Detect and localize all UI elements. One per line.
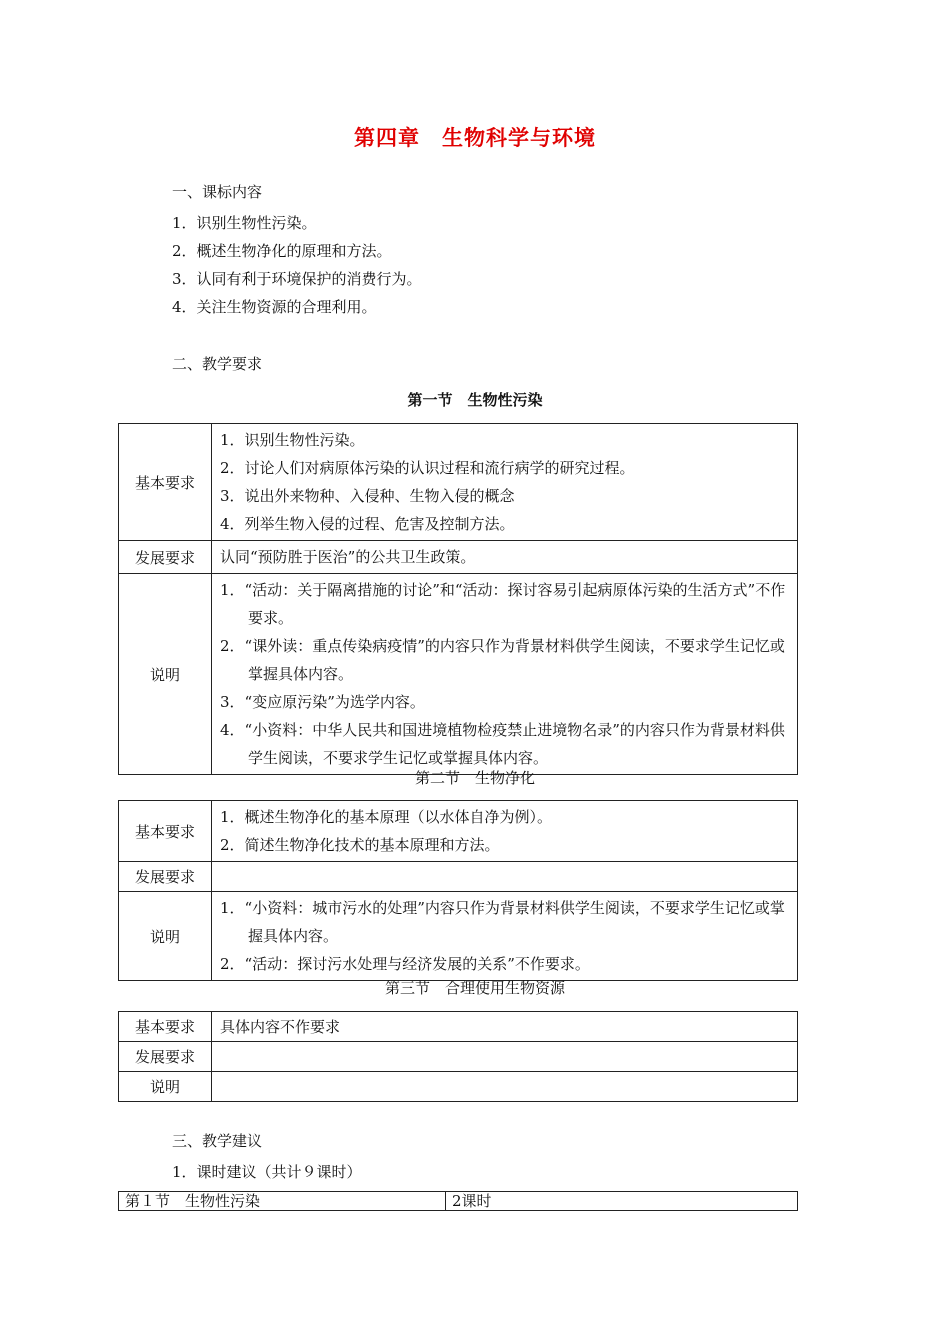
- row-label-notes: 说明: [119, 574, 212, 775]
- list-item: 3．说出外来物种、入侵种、生物入侵的概念: [220, 487, 515, 505]
- row-content-basic: [212, 424, 798, 541]
- section-heading-suggestions: 三、教学建议: [172, 1132, 263, 1150]
- list-item: 1．“小资料：城市污水的处理”内容只作为背景材料供学生阅读，不要求学生记忆或掌握具体内容。: [220, 899, 785, 945]
- table-title-section-2: 第二节 生物净化: [414, 769, 535, 787]
- hours-section-cell: 第１节 生物性污染: [119, 1192, 446, 1211]
- row-content-development: [212, 1042, 798, 1072]
- list-item: 认同“预防胜于医治”的公共卫生政策。: [220, 548, 476, 566]
- page-title: 第四章 生物科学与环境: [354, 125, 596, 150]
- row-label-notes: 说明: [119, 892, 212, 981]
- row-label-basic: 基本要求: [119, 1012, 212, 1042]
- hours-table: [118, 1191, 798, 1211]
- list-item: 4．“小资料：中华人民共和国进境植物检疫禁止进境物名录”的内容只作为背景材料供学生阅读，不要求学生记忆或掌握具体内容。: [220, 721, 785, 767]
- row-label-development: 发展要求: [119, 541, 212, 574]
- section-heading-requirements: 二、教学要求: [172, 355, 263, 373]
- hours-value-cell: 2课时: [446, 1192, 798, 1211]
- row-label-development: 发展要求: [119, 862, 212, 892]
- requirements-table-3: [118, 1011, 798, 1102]
- list-item: 1．识别生物性污染。: [220, 431, 365, 449]
- table-title-section-1: 第一节 生物性污染: [407, 391, 543, 409]
- standard-item: 3．认同有利于环境保护的消费行为。: [172, 270, 422, 288]
- list-item: 1．概述生物净化的基本原理（以水体自净为例）。: [220, 808, 553, 826]
- list-item: 2．讨论人们对病原体污染的认识过程和流行病学的研究过程。: [220, 459, 635, 477]
- requirements-table-1: [118, 423, 798, 775]
- subsection-heading-hours: 1．课时建议（共计９课时）: [172, 1163, 362, 1181]
- row-content-notes: [212, 892, 798, 981]
- row-content-development: [212, 862, 798, 892]
- row-label-basic: 基本要求: [119, 801, 212, 862]
- standard-item: 1．识别生物性污染。: [172, 214, 317, 232]
- list-item: 4．列举生物入侵的过程、危害及控制方法。: [220, 515, 515, 533]
- row-content-basic: 具体内容不作要求: [212, 1012, 798, 1042]
- row-label-development: 发展要求: [119, 1042, 212, 1072]
- row-content-notes: [212, 1072, 798, 1102]
- row-content-basic: [212, 801, 798, 862]
- list-item: 3．“变应原污染”为选学内容。: [220, 693, 425, 711]
- table-row: [119, 1192, 798, 1211]
- list-item: 2．“课外读：重点传染病疫情”的内容只作为背景材料供学生阅读，不要求学生记忆或掌握具体内容。: [220, 637, 785, 683]
- row-label-notes: 说明: [119, 1072, 212, 1102]
- requirements-table-2: [118, 800, 798, 981]
- list-item: 2．简述生物净化技术的基本原理和方法。: [220, 836, 500, 854]
- row-content-notes: [212, 574, 798, 775]
- list-item: 1．“活动：关于隔离措施的讨论”和“活动：探讨容易引起病原体污染的生活方式”不作要求。: [220, 581, 786, 627]
- list-item: 2．“活动：探讨污水处理与经济发展的关系”不作要求。: [220, 955, 590, 973]
- table-title-section-3: 第三节 合理使用生物资源: [384, 979, 565, 997]
- standard-item: 2．概述生物净化的原理和方法。: [172, 242, 392, 260]
- row-label-basic: 基本要求: [119, 424, 212, 541]
- section-heading-standards: 一、课标内容: [172, 183, 263, 201]
- standard-item: 4．关注生物资源的合理利用。: [172, 298, 377, 316]
- row-content-development: [212, 541, 798, 574]
